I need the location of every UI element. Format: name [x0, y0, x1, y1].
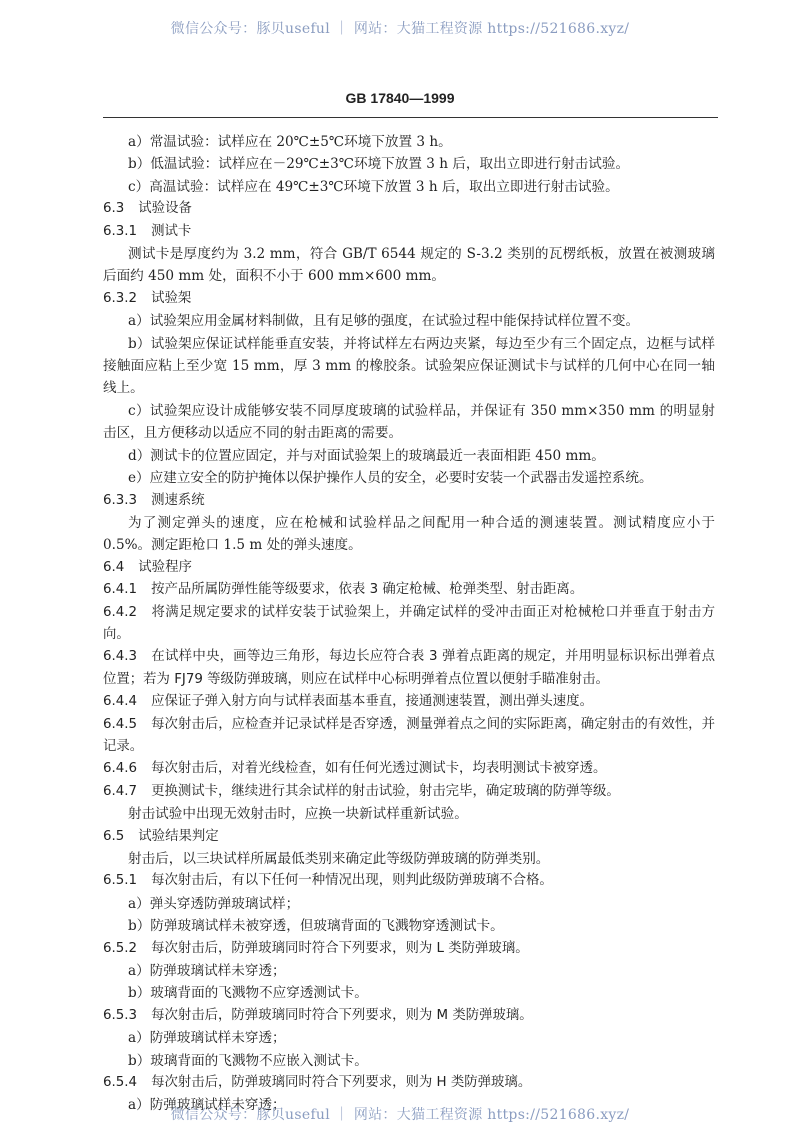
section-heading: [103, 579, 715, 601]
section-heading: [103, 490, 715, 512]
paragraph: 测试卡是厚度约为 3.2 mm，符合 GB/T 6544 规定的 S-3.2 类别的瓦楞纸板，放置在被测玻璃后面约 450 mm 处，面积不小于 600 mm×600 mm。: [103, 246, 715, 285]
list-item: b）防弹玻璃试样未被穿透，但玻璃背面的飞溅物穿透测试卡。: [128, 918, 504, 935]
paragraph: 射击后，以三块试样所属最低类别来确定此等级防弹玻璃的防弹类别。: [128, 851, 550, 867]
section-heading: [103, 826, 715, 848]
paragraph: 射击试验中出现无效射击时，应换一块新试样重新试验。: [128, 806, 468, 823]
list-item: d）测试卡的位置应固定，并与对面试验架上的玻璃最近一表面相距 450 mm。: [128, 447, 605, 464]
section-heading: [103, 691, 715, 713]
section-number: 6.3: [103, 201, 125, 217]
section-heading: [103, 198, 715, 220]
section-text: 更换测试卡，继续进行其余试样的射击试验，射击完毕，确定玻璃的防弹等级。: [151, 783, 620, 799]
section-number: 6.3.2: [103, 290, 138, 306]
list-item: c）试验架应设计成能够安装不同厚度玻璃的试验样品，并保证有 350 mm×350 mm 的明显射击区，且方便移动以适应不同的射击距离的需要。: [103, 402, 715, 442]
section-number: 6.5.4: [103, 1075, 138, 1091]
section-text: 试验设备: [138, 201, 192, 217]
section-text: 在试样中央，画等边三角形，每边长应符合表 3 弹着点距离的规定，并用明显标识标出弹着点位置；若为 FJ79 等级防弹玻璃，则应在试样中心标明弹着点位置以便射手瞄准射击。: [103, 649, 715, 687]
list-item: e）应建立安全的防护掩体以保护操作人员的安全，必要时安装一个武器击发遥控系统。: [128, 470, 653, 487]
section-number: 6.5: [103, 828, 125, 844]
section-heading: [103, 758, 715, 780]
section-number: 6.4: [103, 559, 125, 575]
list-item: a）防弹玻璃试样未穿透；: [128, 963, 286, 980]
section-heading: [103, 938, 715, 960]
header-rule: [103, 117, 718, 118]
list-item: a）弹头穿透防弹玻璃试样；: [128, 895, 300, 912]
list-item: a）试验架应用金属材料制做，且有足够的强度，在试验过程中能保持试样位置不变。: [128, 313, 640, 330]
section-text: 试验结果判定: [138, 828, 219, 844]
list-item: c）高温试验：试样应在 49℃±3℃环境下放置 3 h 后，取出立即进行射击试验。: [128, 178, 619, 195]
section-text: 每次射击后，有以下任何一种情况出现，则判此级防弹玻璃不合格。: [151, 873, 553, 889]
list-item: b）试验架应保证试样能垂直安装，并将试样左右两边夹紧，每边至少有三个固定点，边框与试样接触面应粘上至少宽 15 mm，厚 3 mm 的橡胶条。试验架应保证测试卡与试样的几何中心在同一轴线上。: [103, 335, 715, 397]
section-heading: [103, 714, 715, 759]
section-text: 测速系统: [151, 492, 205, 508]
section-number: 6.5.1: [103, 873, 138, 889]
section-text: 每次射击后，防弹玻璃同时符合下列要求，则为 H 类防弹玻璃。: [151, 1075, 532, 1091]
document-body: [103, 131, 715, 1117]
section-text: 测试卡: [151, 223, 192, 239]
section-text: 每次射击后，防弹玻璃同时符合下列要求，则为 L 类防弹玻璃。: [151, 940, 529, 956]
section-text: 每次射击后，应检查并记录试样是否穿透，测量弹着点之间的实际距离，确定射击的有效性，并记录。: [103, 716, 715, 754]
section-heading: [103, 646, 715, 691]
section-text: 每次射击后，对着光线检查，如有任何光透过测试卡，均表明测试卡被穿透。: [151, 761, 607, 777]
section-number: 6.4.5: [103, 716, 138, 732]
section-text: 按产品所属防弹性能等级要求，依表 3 确定枪械、枪弹类型、射击距离。: [151, 582, 584, 598]
section-text: 试验架: [151, 290, 192, 306]
section-heading: [103, 1072, 715, 1094]
section-heading: [103, 870, 715, 892]
section-number: 6.4.2: [103, 604, 138, 620]
list-item: b）低温试验：试样应在－29℃±3℃环境下放置 3 h 后，取出立即进行射击试验。: [128, 156, 630, 173]
section-heading: [103, 288, 715, 310]
standard-number-header: GB 17840—1999: [345, 90, 455, 106]
section-text: 将满足规定要求的试样安装于试验架上，并确定试样的受冲击面正对枪械枪口并垂直于射击方向。: [103, 604, 715, 642]
section-number: 6.3.3: [103, 492, 138, 508]
section-text: 应保证子弹入射方向与试样表面基本垂直，接通测速装置，测出弹头速度。: [151, 694, 593, 710]
list-item: a）防弹玻璃试样未穿透；: [128, 1030, 286, 1047]
list-item: a）常温试验：试样应在 20℃±5℃环境下放置 3 h。: [128, 134, 452, 150]
section-number: 6.4.6: [103, 761, 138, 777]
section-text: 试验程序: [138, 559, 192, 575]
section-heading: [103, 221, 715, 243]
section-text: 每次射击后，防弹玻璃同时符合下列要求，则为 M 类防弹玻璃。: [151, 1007, 533, 1023]
section-number: 6.4.3: [103, 649, 138, 665]
list-item: b）玻璃背面的飞溅物不应嵌入测试卡。: [128, 1052, 368, 1069]
section-number: 6.5.2: [103, 940, 138, 956]
section-heading: [103, 1005, 715, 1027]
watermark-top: 微信公众号：豚贝useful ｜ 网站：大猫工程资源 https://521686.xyz/: [170, 21, 630, 37]
paragraph: 为了测定弹头的速度，应在枪械和试验样品之间配用一种合适的测速装置。测试精度应小于0.5%。测定距枪口 1.5 m 处的弹头速度。: [103, 514, 715, 554]
watermark-bottom: 微信公众号：豚贝useful ｜ 网站：大猫工程资源 https://521686.xyz/: [170, 1107, 630, 1123]
section-number: 6.5.3: [103, 1007, 138, 1023]
section-number: 6.4.4: [103, 694, 138, 710]
section-heading: [103, 602, 715, 647]
section-heading: [103, 781, 715, 803]
section-heading: [103, 557, 715, 579]
section-number: 6.4.1: [103, 582, 138, 598]
section-number: 6.3.1: [103, 223, 138, 239]
list-item: b）玻璃背面的飞溅物不应穿透测试卡。: [128, 985, 368, 1002]
section-number: 6.4.7: [103, 783, 138, 799]
list-item: a）防弹玻璃试样未穿透；: [128, 1097, 286, 1114]
